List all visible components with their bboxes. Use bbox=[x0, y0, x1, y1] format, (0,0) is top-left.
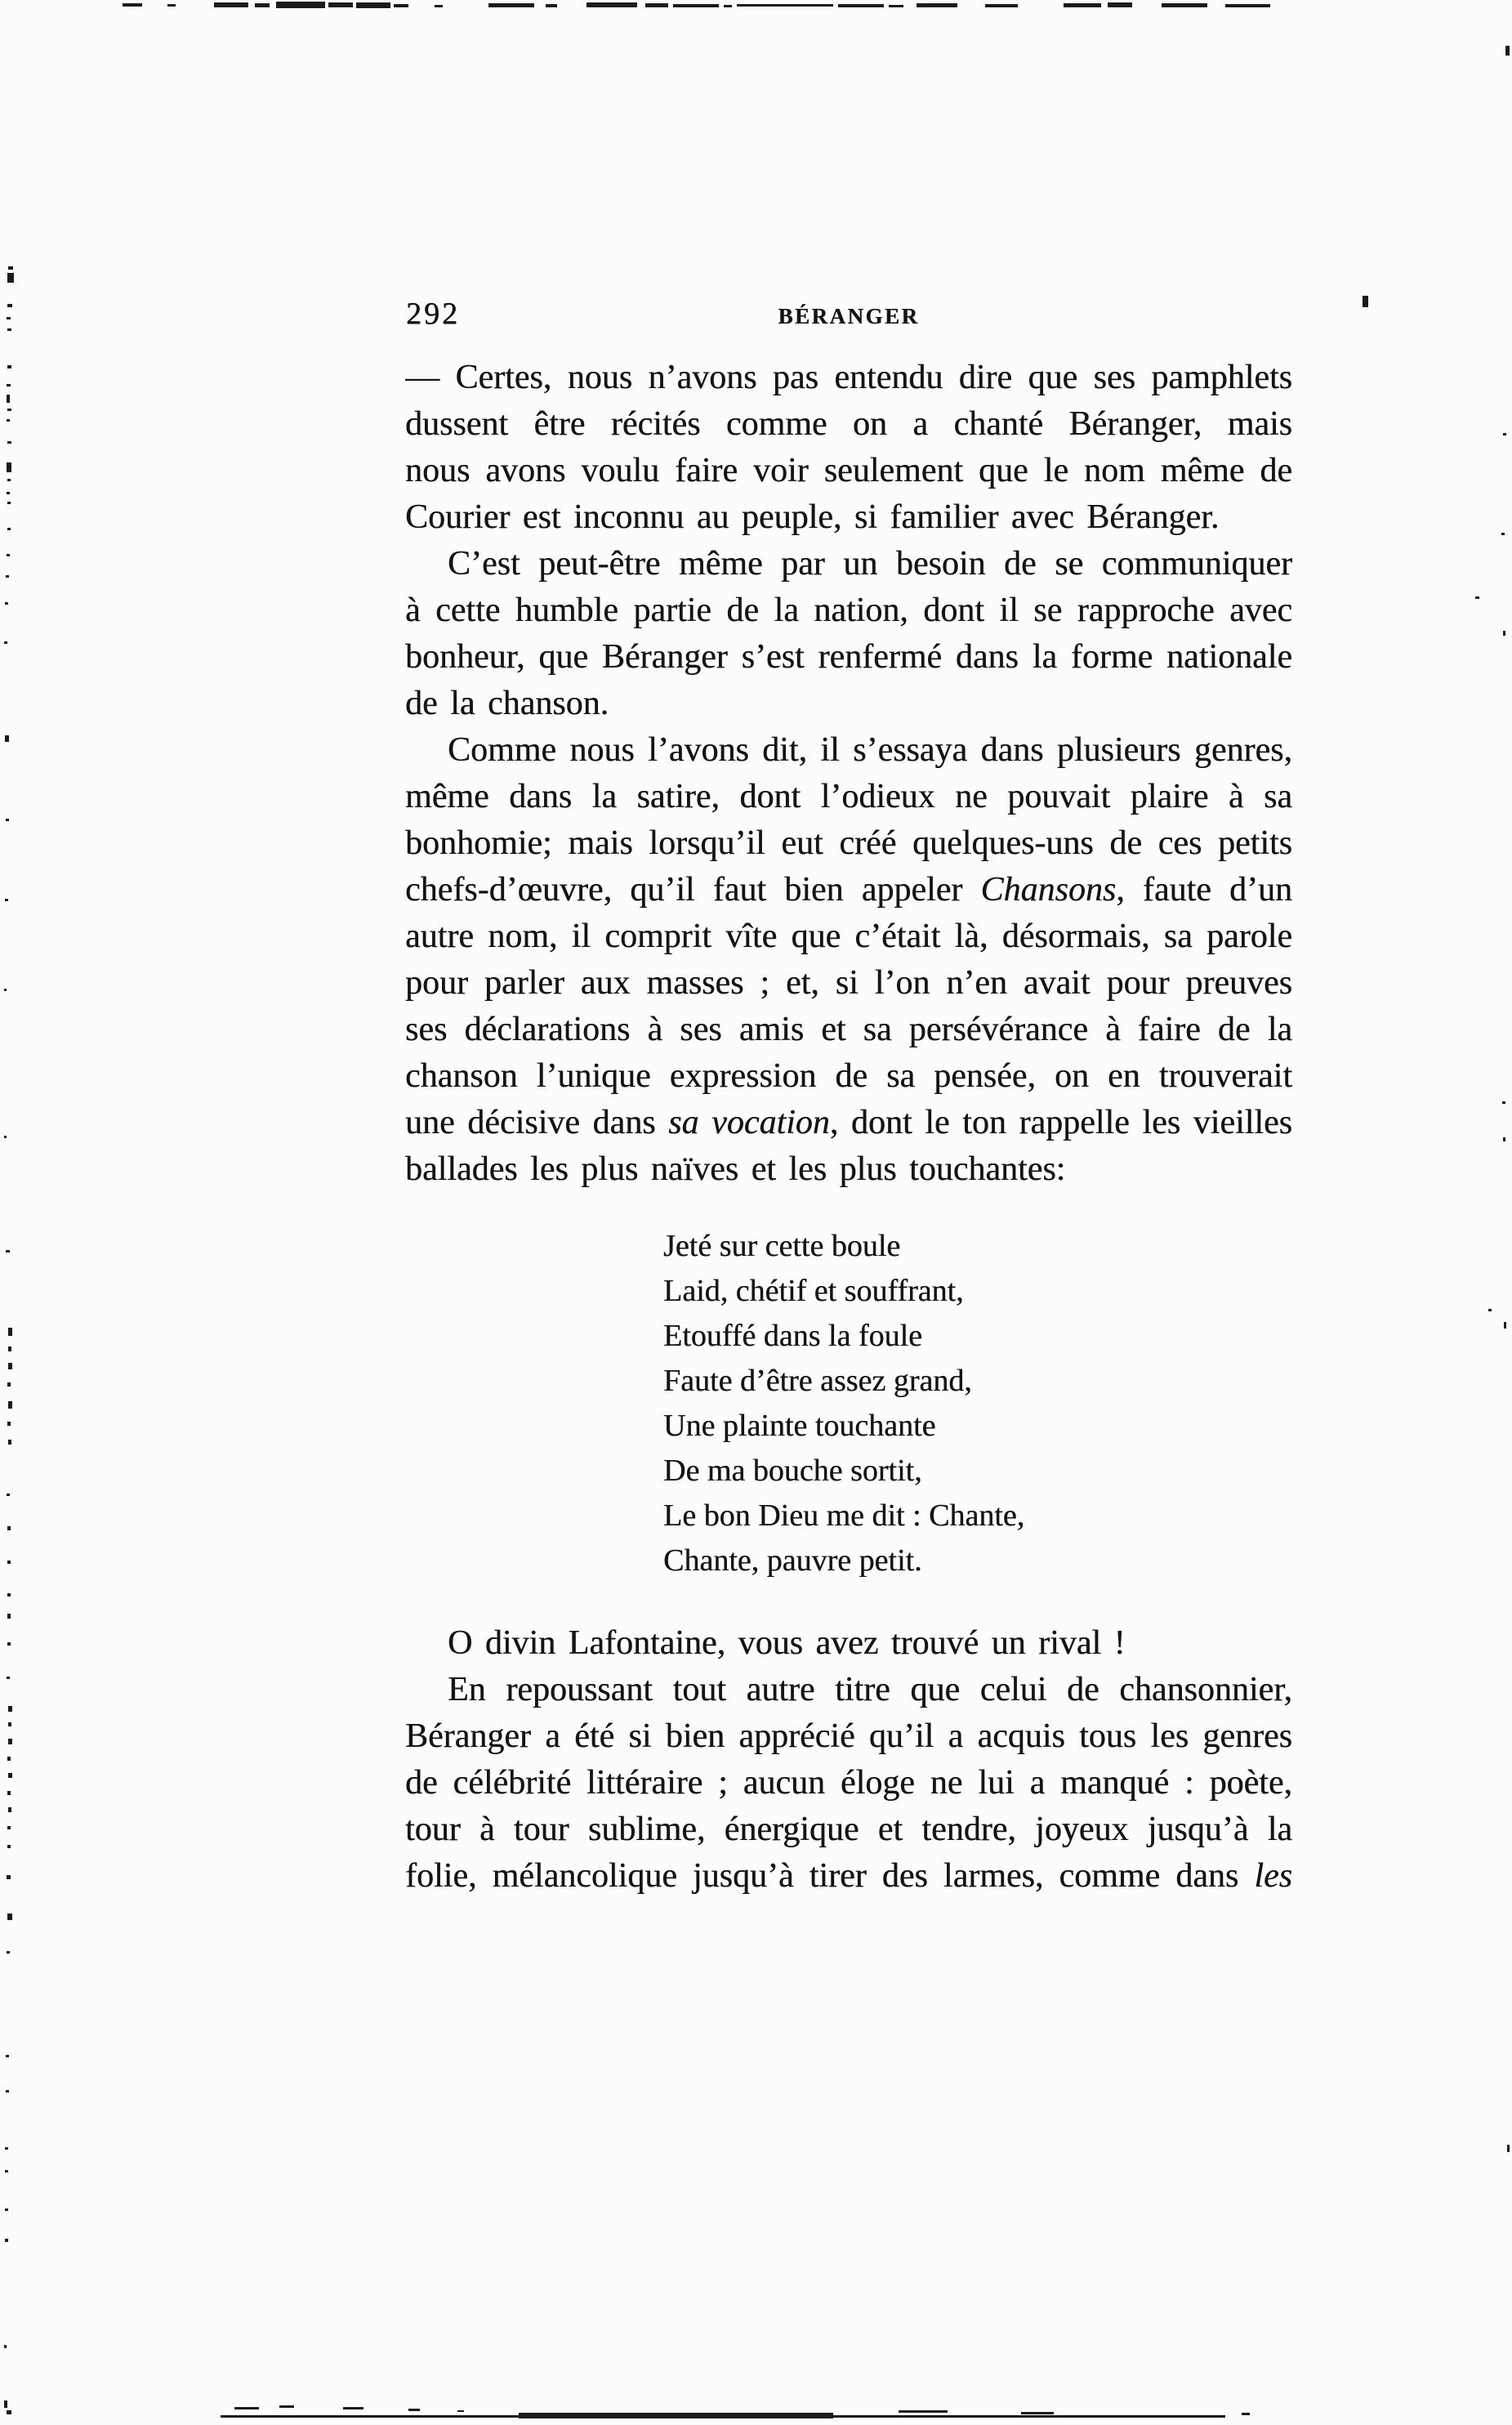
scan-artifact bbox=[408, 2409, 420, 2411]
text-line bbox=[405, 448, 1292, 494]
scan-artifact bbox=[6, 819, 9, 821]
scan-artifact bbox=[4, 2345, 7, 2348]
scan-artifact bbox=[7, 317, 11, 319]
scan-artifact bbox=[724, 5, 732, 7]
scan-artifact bbox=[1162, 3, 1207, 7]
text-run: , dont le ton rappelle les vieilles bbox=[829, 1104, 1292, 1141]
scan-artifact bbox=[737, 4, 833, 7]
text-line bbox=[405, 960, 1292, 1007]
scan-artifact bbox=[8, 1346, 11, 1351]
scan-artifact bbox=[7, 1875, 11, 1879]
scan-artifact bbox=[7, 1526, 11, 1530]
scan-artifact bbox=[7, 328, 11, 331]
text-run: autre nom, il comprit vîte que c’était là, désormais, sa parole bbox=[405, 918, 1292, 955]
scan-artifact bbox=[1501, 533, 1505, 535]
scan-artifact bbox=[673, 4, 719, 7]
text-run: même dans la satire, dont l’odieux ne pouvait plaire à sa bbox=[405, 778, 1292, 815]
text-run: dussent être récités comme on a chanté Béranger, mais bbox=[405, 405, 1292, 443]
scan-artifact bbox=[7, 1677, 10, 1679]
body-text-block-lower bbox=[405, 1620, 1292, 1900]
scan-artifact bbox=[4, 641, 7, 644]
scan-artifact bbox=[7, 502, 11, 504]
text-run: En repoussant tout autre titre que celui de chansonnier, bbox=[448, 1671, 1292, 1708]
text-line bbox=[405, 820, 1292, 867]
scan-artifact bbox=[7, 365, 11, 368]
text-run: de la chanson. bbox=[405, 685, 609, 722]
scan-artifact bbox=[4, 2400, 7, 2408]
scan-artifact bbox=[5, 899, 8, 901]
scan-artifact bbox=[5, 2147, 8, 2150]
scan-artifact bbox=[8, 1807, 11, 1812]
text-line bbox=[405, 1760, 1292, 1806]
text-line bbox=[405, 774, 1292, 820]
scan-artifact bbox=[1507, 2145, 1510, 2152]
paragraph bbox=[405, 355, 1292, 541]
scan-artifact bbox=[328, 2, 353, 7]
text-run: Béranger a été si bien apprécié qu’il a acquis tous les genres bbox=[405, 1717, 1292, 1755]
body-text-block-upper bbox=[405, 355, 1292, 1193]
text-line bbox=[405, 494, 1292, 541]
text-run: pour parler aux masses ; et, si l’on n’en avait pour preuves bbox=[405, 964, 1292, 1002]
paragraph bbox=[405, 541, 1292, 727]
scan-artifact bbox=[838, 4, 884, 7]
scan-artifact bbox=[4, 1136, 7, 1138]
text-line bbox=[405, 1806, 1292, 1853]
scan-artifact bbox=[8, 1773, 12, 1778]
text-run: , faute d’un bbox=[1116, 871, 1292, 909]
text-run: nous avons voulu faire voir seulement que le nom même de bbox=[405, 452, 1292, 489]
scan-artifact bbox=[1242, 2413, 1250, 2415]
text-run: à cette humble partie de la nation, dont il se rapproche avec bbox=[405, 592, 1292, 629]
scan-artifact bbox=[7, 2410, 11, 2414]
text-line bbox=[405, 1100, 1292, 1146]
scan-artifact bbox=[5, 602, 8, 605]
scan-artifact bbox=[7, 419, 10, 422]
text-run: — Certes, nous n’avons pas entendu dire que ses pamphlets bbox=[405, 359, 1292, 396]
poem-line: Faute d’être assez grand, bbox=[663, 1364, 972, 1398]
text-run: folie, mélancolique jusqu’à tirer des larmes, comme dans bbox=[405, 1857, 1255, 1895]
poem-line: Chante, pauvre petit. bbox=[663, 1543, 922, 1578]
text-line bbox=[405, 1007, 1292, 1053]
scan-artifact bbox=[276, 2, 325, 8]
scan-artifact bbox=[8, 1328, 12, 1336]
scan-artifact bbox=[7, 1914, 12, 1920]
text-line bbox=[405, 867, 1292, 913]
scan-artifact bbox=[167, 4, 176, 7]
scan-artifact bbox=[7, 492, 10, 494]
poem-line: Le bon Dieu me dit : Chante, bbox=[663, 1498, 1025, 1533]
scan-artifact bbox=[5, 2170, 8, 2173]
scan-artifact bbox=[8, 1706, 12, 1712]
scan-artifact bbox=[7, 1757, 11, 1761]
scan-artifact bbox=[8, 1739, 12, 1744]
scan-artifact bbox=[6, 575, 9, 578]
scan-artifact bbox=[7, 273, 14, 283]
italic-text-run: les bbox=[1254, 1857, 1292, 1895]
scan-artifact bbox=[7, 554, 10, 556]
scan-artifact bbox=[6, 2055, 9, 2057]
scan-artifact bbox=[4, 989, 7, 991]
scan-artifact bbox=[7, 1826, 11, 1829]
text-line bbox=[405, 913, 1292, 960]
scan-artifact bbox=[546, 4, 557, 7]
text-run: ses déclarations à ses amis et sa persévérance à faire de la bbox=[405, 1011, 1292, 1048]
text-run: de célébrité littéraire ; aucun éloge ne lui a manqué : poète, bbox=[405, 1764, 1292, 1802]
text-line bbox=[405, 1146, 1292, 1193]
scan-artifact bbox=[645, 3, 668, 7]
italic-text-run: Chansons bbox=[980, 871, 1117, 909]
running-title: BÉRANGER bbox=[778, 304, 920, 328]
scan-artifact bbox=[6, 2090, 9, 2092]
scan-artifact bbox=[1503, 1137, 1505, 1141]
scan-artifact bbox=[7, 1382, 11, 1387]
scan-artifact bbox=[234, 2407, 259, 2409]
scan-artifact bbox=[7, 1422, 11, 1426]
scan-artifact bbox=[1108, 2, 1132, 7]
scan-artifact bbox=[435, 5, 443, 7]
scan-artifact bbox=[7, 395, 10, 403]
scan-artifact bbox=[7, 441, 11, 444]
scan-artifact bbox=[7, 1494, 10, 1496]
text-line bbox=[405, 541, 1292, 587]
scan-artifact bbox=[7, 1561, 11, 1564]
text-run: une décisive dans bbox=[405, 1104, 669, 1141]
scan-artifact bbox=[1503, 433, 1506, 435]
poem-line: Jeté sur cette boule bbox=[663, 1229, 901, 1263]
scan-artifact bbox=[7, 304, 12, 307]
scan-artifact bbox=[8, 1440, 11, 1445]
scan-artifact bbox=[7, 1642, 11, 1646]
scan-artifact bbox=[917, 3, 957, 7]
scan-artifact bbox=[1505, 46, 1510, 56]
scan-artifact bbox=[279, 2405, 294, 2408]
scan-artifact bbox=[1503, 631, 1505, 636]
text-run: chefs-d’œuvre, qu’il faut bien appeler bbox=[405, 871, 981, 909]
scan-artifact bbox=[7, 384, 11, 386]
scan-artifact bbox=[1475, 596, 1479, 599]
text-line bbox=[405, 1620, 1292, 1667]
scan-artifact bbox=[5, 2208, 8, 2211]
text-run: Comme nous l’avons dit, il s’essaya dans plusieurs genres, bbox=[448, 731, 1292, 769]
text-line bbox=[405, 401, 1292, 448]
scan-artifact bbox=[7, 1614, 11, 1619]
scan-artifact bbox=[7, 479, 11, 481]
scan-artifact bbox=[7, 528, 11, 530]
scan-artifact bbox=[1504, 1322, 1506, 1329]
scan-artifact bbox=[394, 4, 408, 7]
text-run: O divin Lafontaine, vous avez trouvé un rival ! bbox=[448, 1624, 1126, 1662]
scan-artifact bbox=[457, 2410, 464, 2412]
scan-artifact bbox=[899, 2410, 948, 2413]
paragraph bbox=[405, 727, 1292, 1193]
scan-artifact bbox=[587, 2, 637, 7]
poem-line: Une plainte touchante bbox=[663, 1409, 936, 1443]
text-run: chanson l’unique expression de sa pensée, on en trouverait bbox=[405, 1057, 1292, 1095]
poem-line: Etouffé dans la foule bbox=[663, 1319, 922, 1353]
scan-artifact bbox=[7, 1791, 11, 1795]
scan-artifact bbox=[214, 2, 248, 7]
scan-artifact bbox=[7, 462, 11, 472]
scan-artifact bbox=[343, 2407, 364, 2409]
text-run: tour à tour sublime, énergique et tendre, joyeux jusqu’à la bbox=[405, 1811, 1292, 1848]
text-run: bonhomie; mais lorsqu’il eut créé quelques-uns de ces petits bbox=[405, 824, 1292, 862]
italic-text-run: sa vocation bbox=[668, 1104, 830, 1141]
scan-artifact bbox=[6, 1250, 10, 1253]
text-run: ballades les plus naïves et les plus touchantes: bbox=[405, 1150, 1066, 1188]
scan-artifact bbox=[7, 1951, 10, 1954]
text-line bbox=[405, 587, 1292, 634]
text-line bbox=[405, 727, 1292, 774]
text-line bbox=[405, 1053, 1292, 1100]
text-run: bonheur, que Béranger s’est renfermé dans la forme nationale bbox=[405, 638, 1292, 676]
text-line bbox=[405, 634, 1292, 681]
scan-artifact bbox=[7, 1593, 11, 1597]
poem-block bbox=[663, 1224, 1024, 1583]
text-line bbox=[405, 681, 1292, 727]
text-run: Courier est inconnu au peuple, si familier avec Béranger. bbox=[405, 498, 1220, 536]
scan-artifact bbox=[1488, 1309, 1492, 1311]
scan-artifact bbox=[889, 5, 903, 7]
scan-artifact bbox=[8, 1401, 12, 1409]
scan-artifact bbox=[7, 1845, 11, 1848]
scan-artifact bbox=[5, 735, 9, 742]
scan-artifact bbox=[1363, 296, 1368, 307]
scan-artifact bbox=[985, 4, 1018, 7]
scan-artifact bbox=[7, 409, 11, 411]
scan-artifact bbox=[123, 3, 142, 7]
scan-artifact bbox=[1064, 3, 1101, 7]
paragraph bbox=[405, 1667, 1292, 1900]
text-line bbox=[405, 1667, 1292, 1713]
page-number: 292 bbox=[406, 297, 460, 331]
text-line bbox=[405, 1853, 1292, 1900]
scan-artifact bbox=[8, 1363, 12, 1369]
scan-artifact bbox=[8, 266, 13, 270]
paragraph bbox=[405, 1620, 1292, 1667]
scan-artifact bbox=[1021, 2412, 1054, 2414]
text-line bbox=[405, 1713, 1292, 1760]
scan-artifact bbox=[356, 2, 390, 8]
poem-line: Laid, chétif et souffrant, bbox=[663, 1274, 964, 1308]
scan-artifact bbox=[255, 3, 270, 7]
scan-artifact bbox=[519, 2413, 833, 2418]
text-line bbox=[405, 355, 1292, 401]
scan-artifact bbox=[8, 1722, 11, 1726]
scan-artifact bbox=[1502, 1101, 1505, 1104]
scan-artifact bbox=[5, 2239, 8, 2242]
text-run: C’est peut-être même par un besoin de se communiquer bbox=[448, 545, 1292, 583]
poem-line: De ma bouche sortit, bbox=[663, 1454, 922, 1488]
scan-artifact bbox=[488, 3, 534, 7]
scan-artifact bbox=[1225, 4, 1270, 7]
